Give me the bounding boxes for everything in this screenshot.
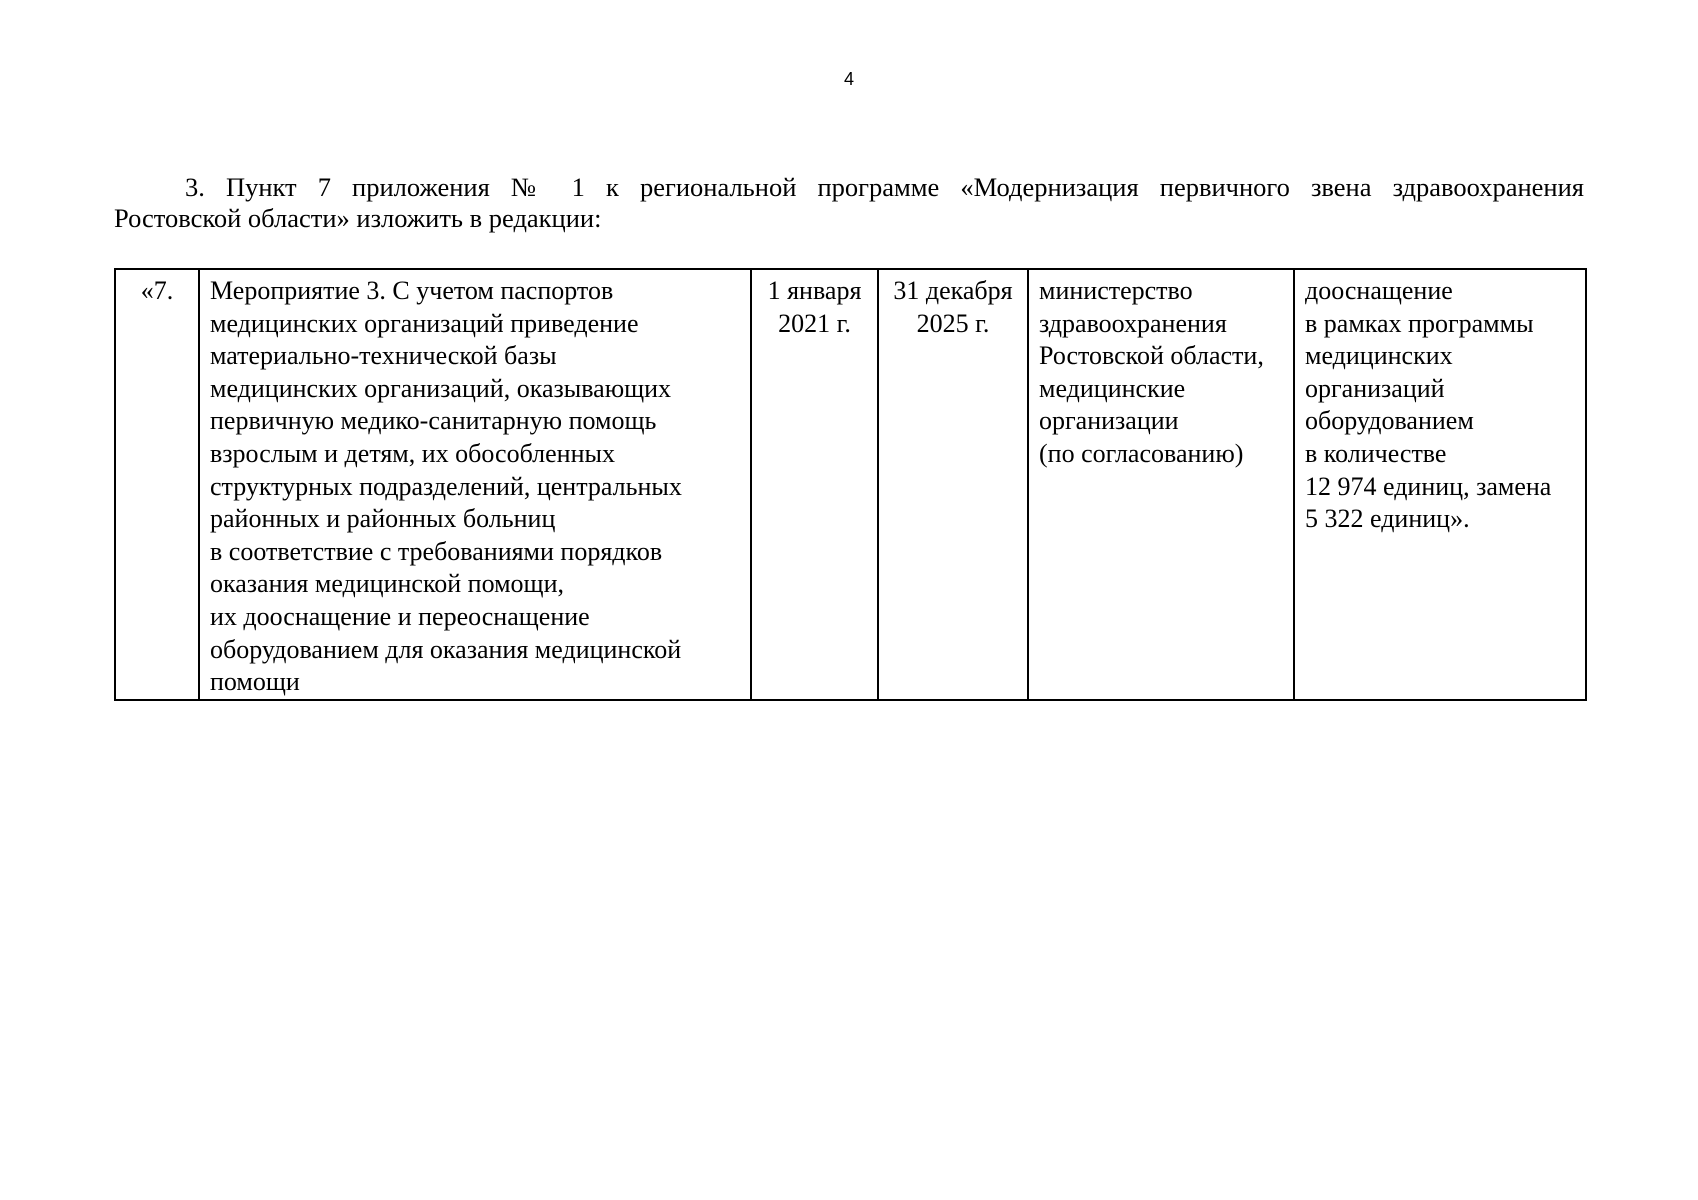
result-line: медицинских [1305, 341, 1453, 371]
result-line: оборудованием [1305, 406, 1474, 436]
responsible-line: министерство [1039, 276, 1193, 305]
page-number: 4 [843, 69, 854, 89]
event-line: медицинских организаций, оказывающих [210, 373, 672, 403]
responsible-line: Ростовской области, [1039, 341, 1264, 371]
intro-paragraph [114, 172, 1584, 234]
event-line: взрослым и детям, их обособленных [210, 438, 615, 468]
cell-end-date [878, 269, 1028, 700]
event-line: медицинских организаций приведение [210, 308, 639, 338]
event-line: оборудованием для оказания медицинской [210, 634, 682, 664]
program-item-table [114, 268, 1587, 701]
end-date-line: 2025 г. [916, 308, 990, 338]
event-line: первичную медико-санитарную помощь [210, 406, 657, 436]
result-line: 12 974 единиц, замена [1305, 471, 1552, 501]
event-line: их дооснащение и переоснащение [210, 601, 590, 631]
event-line: материально-технической базы [210, 341, 557, 371]
responsible-line: медицинские [1039, 373, 1186, 403]
item-number: «7. [140, 276, 174, 305]
cell-event [199, 269, 751, 700]
intro-line-2: Ростовской области» изложить в редакции: [114, 203, 602, 233]
responsible-line: организации [1039, 406, 1179, 436]
result-line: в количестве [1305, 438, 1447, 468]
cell-responsible [1028, 269, 1294, 700]
event-line: структурных подразделений, центральных [210, 471, 682, 501]
event-line: оказания медицинской помощи, [210, 569, 564, 599]
start-date-line: 2021 г. [778, 308, 851, 338]
start-date-line: 1 января [767, 276, 862, 305]
result-line: 5 322 единиц». [1305, 504, 1470, 534]
event-line: помощи [210, 667, 300, 697]
intro-line-1: 3. Пункт 7 приложения № 1 к региональной программе «Модернизация первичного звена здравоохранения [185, 172, 1584, 202]
result-line: в рамках программы [1305, 308, 1534, 338]
table-row [115, 269, 1586, 700]
responsible-line: здравоохранения [1039, 308, 1227, 338]
cell-result [1294, 269, 1586, 700]
event-line: Мероприятие 3. С учетом паспортов [210, 276, 614, 305]
responsible-line: (по согласованию) [1039, 438, 1244, 468]
result-line: дооснащение [1305, 276, 1453, 305]
end-date-line: 31 декабря [893, 276, 1013, 305]
result-line: организаций [1305, 373, 1445, 403]
cell-start-date [751, 269, 878, 700]
cell-item-number [115, 269, 199, 700]
event-line: районных и районных больниц [210, 504, 556, 534]
event-line: в соответствие с требованиями порядков [210, 536, 663, 566]
